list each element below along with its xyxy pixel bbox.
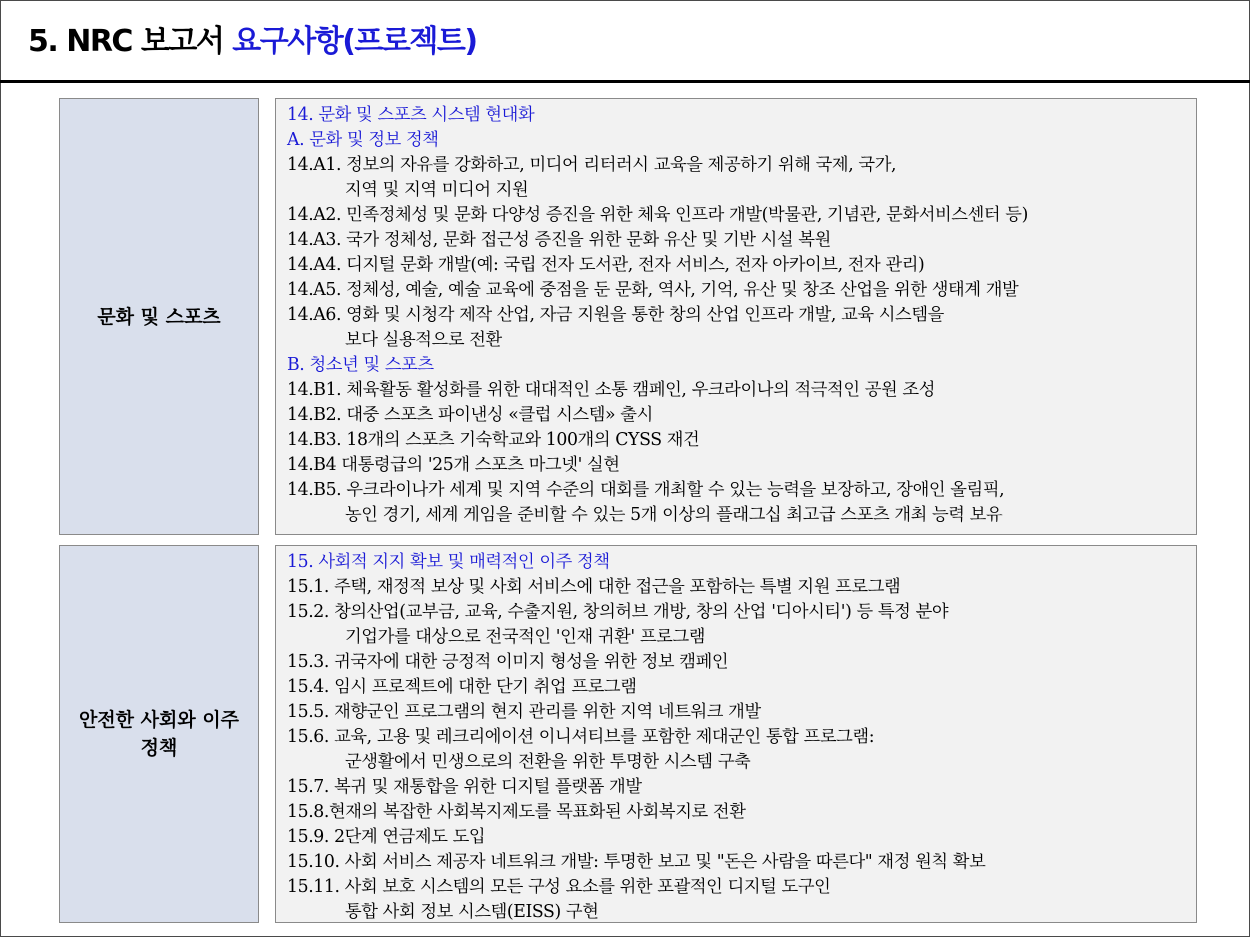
- list-item: 15.2. 창의산업(교부금, 교육, 수출지원, 창의허브 개방, 창의 산업 '디아시티') 등 특정 분야: [287, 602, 949, 622]
- list-item: 14.B4 대통령급의 '25개 스포츠 마그넷' 실현: [287, 455, 620, 475]
- list-item-continuation: 군생활에서 민생으로의 전환을 위한 투명한 시스템 구축: [345, 752, 751, 772]
- list-item-continuation: 보다 실용적으로 전환: [345, 330, 502, 350]
- list-item: 15.5. 재향군인 프로그램의 현지 관리를 위한 지역 네트워크 개발: [287, 702, 761, 722]
- list-item: 14.A3. 국가 정체성, 문화 접근성 증진을 위한 문화 유산 및 기반 시설 복원: [287, 230, 831, 250]
- list-item: 15.11. 사회 보호 시스템의 모든 구성 요소를 위한 포괄적인 디지털 도구인: [287, 877, 831, 897]
- list-item: 14.A5. 정체성, 예술, 예술 교육에 중점을 둔 문화, 역사, 기억, 유산 및 창조 산업을 위한 생태계 개발: [287, 280, 1019, 300]
- list-item: 15.7. 복귀 및 재통합을 위한 디지털 플랫폼 개발: [287, 777, 642, 797]
- section-content-social-migration: [275, 545, 1197, 923]
- section-label-culture-sports: [59, 98, 259, 535]
- list-item: 15.3. 귀국자에 대한 긍정적 이미지 형성을 위한 정보 캠페인: [287, 652, 729, 672]
- list-item: 15.1. 주택, 재정적 보상 및 사회 서비스에 대한 접근을 포함하는 특별 지원 프로그램: [287, 577, 901, 597]
- list-item-continuation: 기업가를 대상으로 전국적인 '인재 귀환' 프로그램: [345, 627, 706, 647]
- title-divider: [0, 80, 1250, 83]
- section-label-text: 문화 및 스포츠: [97, 305, 221, 328]
- list-item: 14.A1. 정보의 자유를 강화하고, 미디어 리터러시 교육을 제공하기 위해 국제, 국가,: [287, 155, 897, 175]
- page-title: [28, 22, 477, 62]
- section-label-text: 안전한 사회와 이주 정책: [78, 709, 240, 759]
- list-item: 15.9. 2단계 연금제도 도입: [287, 827, 486, 847]
- section-label-social-migration: [59, 545, 259, 923]
- list-item: 14.A4. 디지털 문화 개발(예: 국립 전자 도서관, 전자 서비스, 전자 아카이브, 전자 관리): [287, 255, 925, 275]
- list-item: 14.A6. 영화 및 시청각 제작 산업, 자금 지원을 통한 창의 산업 인프라 개발, 교육 시스템을: [287, 305, 944, 325]
- list-item: 15.10. 사회 서비스 제공자 네트워크 개발: 투명한 보고 및 "돈은 사람을 따른다" 재정 원칙 확보: [287, 852, 986, 872]
- section-heading: A. 문화 및 정보 정책: [287, 130, 439, 150]
- section-heading: B. 청소년 및 스포츠: [287, 355, 434, 375]
- list-item: 14.A2. 민족정체성 및 문화 다양성 증진을 위한 체육 인프라 개발(박물관, 기념관, 문화서비스센터 등): [287, 205, 1028, 225]
- list-item: 15.8.현재의 복잡한 사회복지제도를 목표화된 사회복지로 전환: [287, 802, 746, 822]
- title-accent: 요구사항(프로젝트): [232, 24, 477, 59]
- list-item-continuation: 지역 및 지역 미디어 지원: [345, 180, 529, 200]
- list-item-continuation: 농인 경기, 세계 게임을 준비할 수 있는 5개 이상의 플래그십 최고급 스포츠 개최 능력 보유: [345, 505, 1003, 525]
- list-item: 15.6. 교육, 고용 및 레크리에이션 이니셔티브를 포함한 제대군인 통합 프로그램:: [287, 727, 875, 747]
- list-item: 14.B1. 체육활동 활성화를 위한 대대적인 소통 캠페인, 우크라이나의 적극적인 공원 조성: [287, 380, 935, 400]
- section-heading: 14. 문화 및 스포츠 시스템 현대화: [287, 105, 535, 125]
- section-content-culture-sports: [275, 98, 1197, 535]
- list-item: 14.B3. 18개의 스포츠 기숙학교와 100개의 CYSS 재건: [287, 430, 700, 450]
- list-item: 14.B5. 우크라이나가 세계 및 지역 수준의 대회를 개최할 수 있는 능력을 보장하고, 장애인 올림픽,: [287, 480, 1005, 500]
- list-item: 14.B2. 대중 스포츠 파이낸싱 «클럽 시스템» 출시: [287, 405, 653, 425]
- title-prefix: 5. NRC 보고서: [28, 24, 233, 59]
- list-item-continuation: 통합 사회 정보 시스템(EISS) 구현: [345, 902, 599, 922]
- section-heading: 15. 사회적 지지 확보 및 매력적인 이주 정책: [287, 552, 610, 572]
- list-item: 15.4. 임시 프로젝트에 대한 단기 취업 프로그램: [287, 677, 637, 697]
